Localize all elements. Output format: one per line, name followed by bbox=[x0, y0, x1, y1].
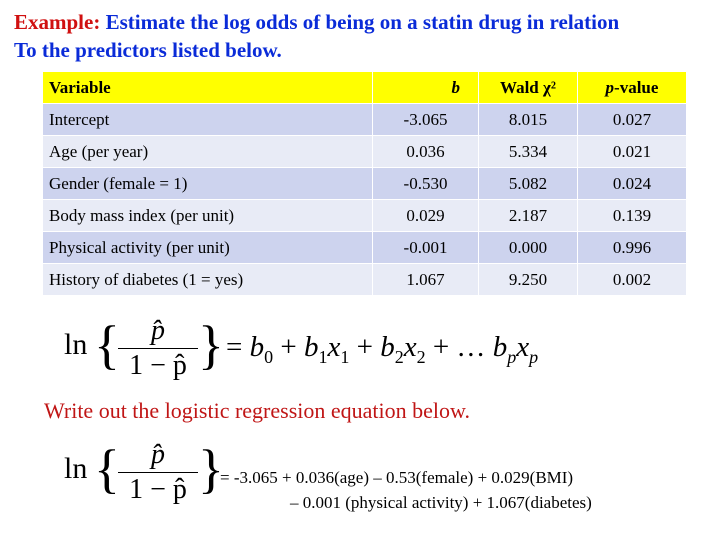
table-row bbox=[43, 232, 687, 264]
general-rhs: = $b_0 + b_1x_1 + b_2x_2$ + … $b_px_p$ bbox=[226, 331, 539, 367]
cell-b: -3.065 bbox=[373, 104, 479, 136]
fraction-numerator: p̂ bbox=[151, 315, 165, 346]
left-brace: { bbox=[94, 439, 120, 499]
cell-b: -0.530 bbox=[373, 168, 479, 200]
cell-variable: Gender (female = 1) bbox=[43, 168, 373, 200]
cell-variable: History of diabetes (1 = yes) bbox=[43, 264, 373, 296]
cell-wald: 5.082 bbox=[479, 168, 578, 200]
cell-wald: 0.000 bbox=[479, 232, 578, 264]
cell-variable: Age (per year) bbox=[43, 136, 373, 168]
fitted-rhs-line1: = -3.065 + 0.036(age) – 0.53(female) + 0.029(BMI) bbox=[220, 468, 574, 487]
header-b: b bbox=[373, 72, 479, 104]
table-row bbox=[43, 264, 687, 296]
table-header-row bbox=[43, 72, 687, 104]
fraction-denominator: 1 − p̂ bbox=[129, 350, 187, 381]
cell-wald: 9.250 bbox=[479, 264, 578, 296]
cell-b: 0.036 bbox=[373, 136, 479, 168]
right-brace: } bbox=[198, 315, 224, 375]
title-line1: Estimate the log odds of being on a statin drug in relation bbox=[105, 10, 620, 34]
cell-b: 0.029 bbox=[373, 200, 479, 232]
coefficients-table bbox=[43, 72, 687, 295]
cell-wald: 8.015 bbox=[479, 104, 578, 136]
title-line2: To the predictors listed below. bbox=[14, 38, 282, 62]
cell-p: 0.139 bbox=[578, 200, 687, 232]
header-wald: Wald χ² bbox=[479, 72, 578, 104]
cell-b: 1.067 bbox=[373, 264, 479, 296]
cell-wald: 2.187 bbox=[479, 200, 578, 232]
slide-title bbox=[14, 8, 714, 64]
table-row bbox=[43, 104, 687, 136]
header-variable: Variable bbox=[43, 72, 373, 104]
cell-p: 0.996 bbox=[578, 232, 687, 264]
cell-p: 0.027 bbox=[578, 104, 687, 136]
instruction-text: Write out the logistic regression equation below. bbox=[44, 398, 470, 423]
ln-label: ln bbox=[64, 452, 88, 485]
cell-variable: Intercept bbox=[43, 104, 373, 136]
cell-b: -0.001 bbox=[373, 232, 479, 264]
right-brace: } bbox=[198, 439, 224, 499]
header-p-rest: -value bbox=[614, 77, 659, 97]
odds-fraction bbox=[118, 314, 198, 383]
left-brace: { bbox=[94, 315, 120, 375]
header-p-italic: p bbox=[605, 77, 615, 97]
table-row bbox=[43, 136, 687, 168]
fraction-numerator: p̂ bbox=[151, 439, 165, 470]
cell-variable: Physical activity (per unit) bbox=[43, 232, 373, 264]
table-row bbox=[43, 168, 687, 200]
fraction-denominator: 1 − p̂ bbox=[129, 474, 187, 505]
title-lead: Example: bbox=[14, 10, 101, 34]
cell-variable: Body mass index (per unit) bbox=[43, 200, 373, 232]
ln-label: ln bbox=[64, 328, 88, 361]
odds-fraction bbox=[118, 438, 198, 507]
cell-p: 0.021 bbox=[578, 136, 687, 168]
header-p-value bbox=[578, 72, 687, 104]
cell-p: 0.024 bbox=[578, 168, 687, 200]
cell-wald: 5.334 bbox=[479, 136, 578, 168]
table-row bbox=[43, 200, 687, 232]
fitted-rhs-line2: – 0.001 (physical activity) + 1.067(diabetes) bbox=[290, 493, 592, 512]
cell-p: 0.002 bbox=[578, 264, 687, 296]
